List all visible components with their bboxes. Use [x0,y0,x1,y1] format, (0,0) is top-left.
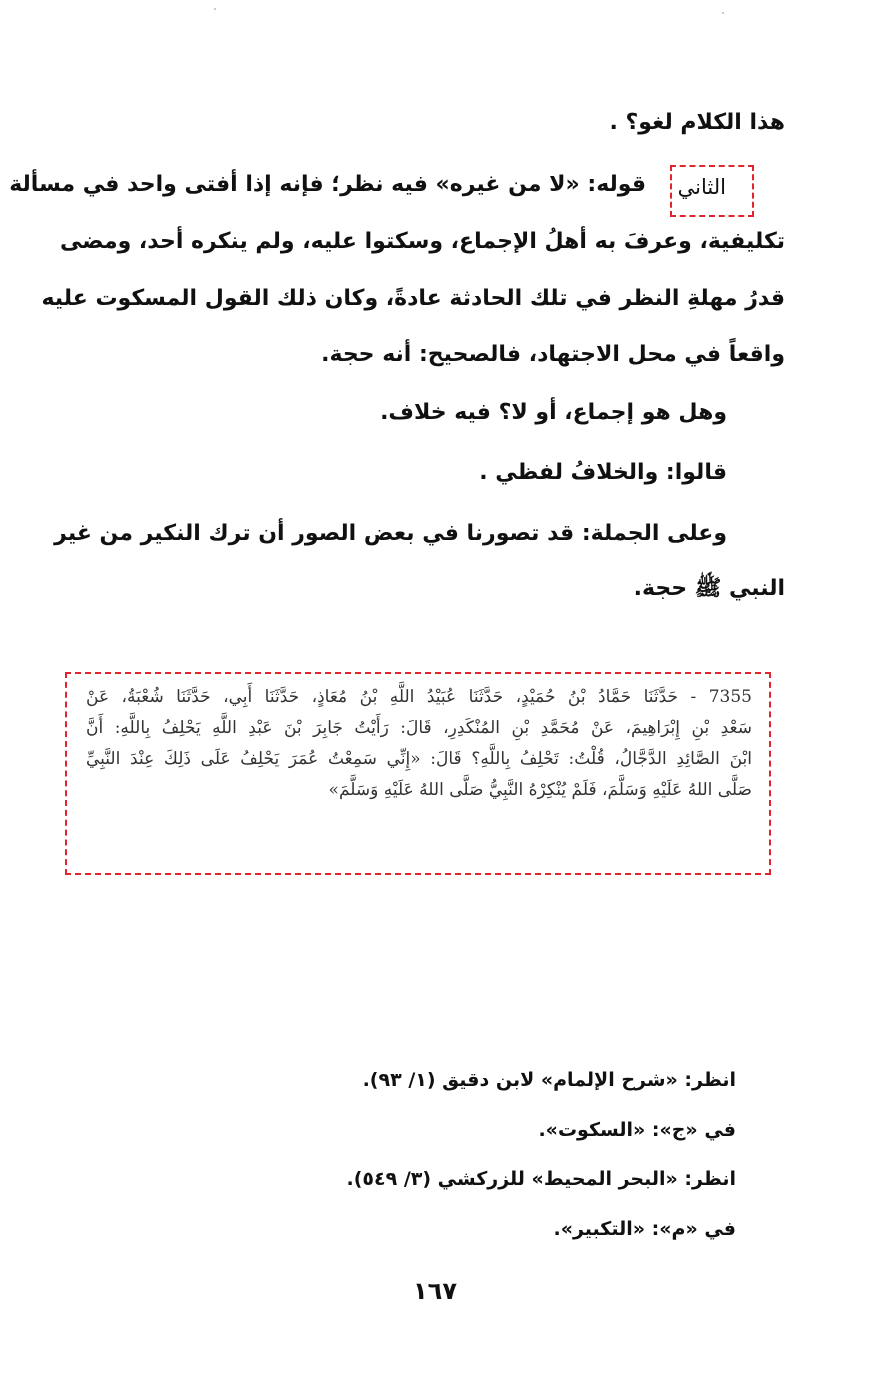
text-line-9: النبي ﷺ حجة. [633,576,785,601]
text-line-2: قوله: «لا من غيره» فيه نظر؛ فإنه إذا أفتى واحد في مسألة [9,172,646,197]
hadith-line-2: سَعْدِ بْنِ إِبْرَاهِيمَ، عَنْ مُحَمَّدِ بْنِ المُنْكَدِرِ، قَالَ: رَأَيْتُ جَابِرَ بْنَ عَبْدِ اللَّهِ يَحْلِفُ بِاللَّهِ: أَنَّ [86,718,752,738]
text-line-5: واقعاً في محل الاجتهاد، فالصحيح: أنه حجة. [321,342,785,367]
footnote-2: في «ج»: «السكوت». [538,1119,736,1141]
footnote-3: انظر: «البحر المحيط» للزركشي (٣/ ٥٤٩). [346,1168,736,1190]
text-line-3: تكليفية، وعرفَ به أهلُ الإجماع، وسكتوا عليه، ولم ينكره أحد، ومضى [60,229,785,254]
text-line-7: قالوا: والخلافُ لفظي . [479,460,727,485]
annotation-box-second [670,165,754,217]
scan-speck [214,8,216,10]
text-line-8: وعلى الجملة: قد تصورنا في بعض الصور أن ترك النكير من غير [54,521,727,546]
footnote-4: في «م»: «التكبير». [553,1218,736,1240]
hadith-line-3: ابْنَ الصَّائِدِ الدَّجَّالُ، قُلْتُ: تَحْلِفُ بِاللَّهِ؟ قَالَ: «إِنِّي سَمِعْتُ عُمَرَ يَحْلِفُ عَلَى ذَلِكَ عِنْدَ النَّبِيِّ [86,749,752,769]
text-line-6: وهل هو إجماع، أو لا؟ فيه خلاف. [380,400,727,425]
hadith-line-4: صَلَّى اللهُ عَلَيْهِ وَسَلَّمَ، فَلَمْ يُنْكِرْهُ النَّبِيُّ صَلَّى اللهُ عَلَيْهِ وَسَلَّمَ» [328,780,752,800]
footnote-1: انظر: «شرح الإلمام» لابن دقيق (١/ ٩٣). [362,1069,736,1091]
scan-speck [722,12,724,14]
label-second: الثاني [677,175,726,199]
text-line-1: هذا الكلام لغو؟ . [609,110,785,135]
hadith-line-1: 7355 - حَدَّثَنَا حَمَّادُ بْنُ حُمَيْدٍ، حَدَّثَنَا عُبَيْدُ اللَّهِ بْنُ مُعَاذٍ، حَدَّثَنَا أَبِي، حَدَّثَنَا شُعْبَةُ، عَنْ [86,687,752,707]
page-number: ١٦٧ [413,1277,457,1305]
text-line-4: قدرُ مهلةِ النظر في تلك الحادثة عادةً، وكان ذلك القول المسكوت عليه [41,286,785,311]
